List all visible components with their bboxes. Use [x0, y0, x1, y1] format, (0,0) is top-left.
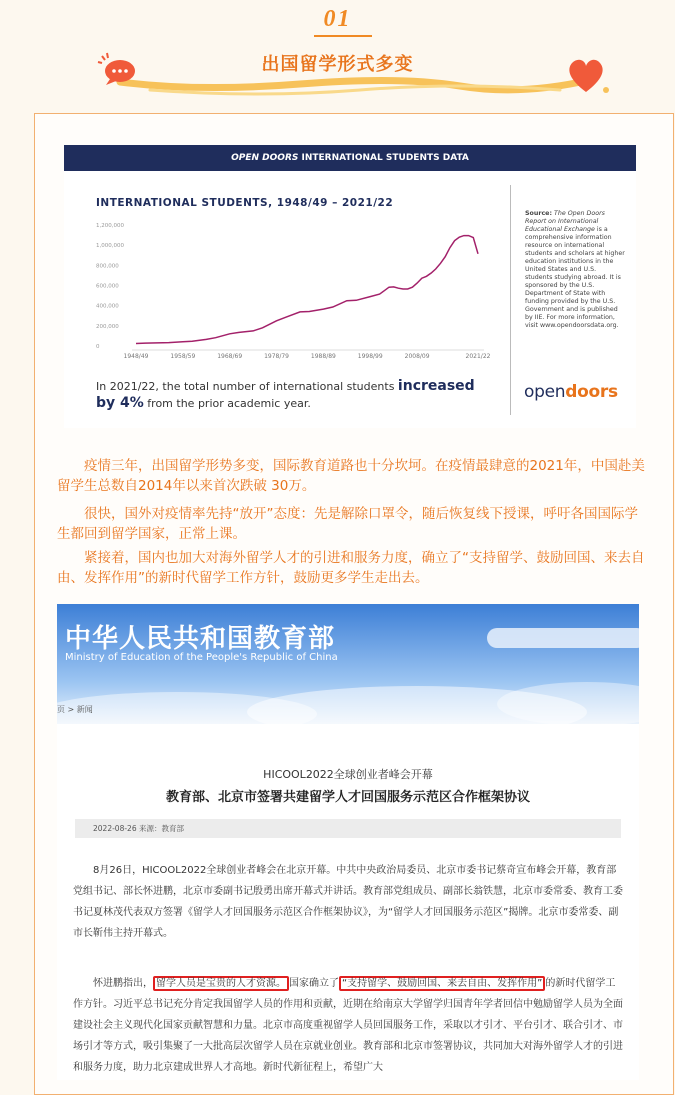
article-meta: 2022-08-26 来源：教育部: [75, 819, 621, 838]
number-underline: [314, 35, 372, 37]
statement-pre: In 2021/22, the total number of international students: [96, 380, 398, 393]
divider: [510, 185, 511, 415]
heart-icon: [566, 54, 614, 98]
opendoors-logo: [524, 382, 618, 402]
article-paragraph-1: 8月26日，HICOOL2022全球创业者峰会在北京开幕。中共中央政治局委员、北京市委书记蔡奇宣布峰会开幕，教育部党组书记、部长怀进鹏，北京市委副书记殷勇出席开幕式并讲话。教育部党组成员、副部长翁铁慧，北京市委常委、教育工委书记夏林茂代表双方签署《留学人才回国服务示范区合作框架协议》，为“留学人才回国服务示范区”揭牌。北京市委常委、副市长靳伟主持开幕式。: [73, 865, 623, 939]
p2-pre: 怀进鹏指出，: [93, 978, 153, 989]
y-tick-label: 200,000: [96, 323, 119, 330]
p2-mid: 国家确立了: [289, 978, 339, 989]
chart-statement: [96, 378, 496, 412]
logo-part-b: doors: [565, 382, 618, 402]
paragraph-3: 紧接着，国内也加大对海外留学人才的引进和服务力度，确立了“支持留学、鼓励回国、来去自由、发挥作用”的新时代留学工作方针，鼓励更多学生走出去。: [57, 550, 645, 586]
search-bar[interactable]: [487, 628, 639, 648]
x-tick-label: 1998/99: [357, 353, 383, 360]
section-number: 01: [323, 6, 352, 32]
section-title: 出国留学形式多变: [261, 54, 414, 75]
article-paragraph-2: [73, 973, 625, 1078]
y-tick-label: 0: [96, 344, 100, 350]
y-tick-label: 1,200,000: [96, 223, 124, 229]
y-tick-label: 1,000,000: [96, 243, 124, 250]
highlight-talent: 留学人员是宝贵的人才资源。: [153, 976, 289, 991]
section-header: [0, 0, 675, 110]
moe-title-en: Ministry of Education of the People's Republic of China: [65, 652, 338, 663]
x-tick-label: 1968/69: [217, 353, 243, 360]
paragraph-2: 很快，国外对疫情率先持“放开”态度：先是解除口罩令，随后恢复线下授课，呼吁各国国际学生都回到留学国家，正常上课。: [57, 506, 638, 542]
x-tick-label: 1978/79: [264, 353, 290, 360]
moe-news-screenshot: [57, 604, 639, 1080]
breadcrumb[interactable]: 页 > 新闻: [57, 705, 93, 714]
cloud-decoration: [57, 664, 639, 724]
statement-post: from the prior academic year.: [143, 397, 311, 410]
chart-title: INTERNATIONAL STUDENTS, 1948/49 – 2021/22: [96, 197, 394, 209]
y-tick-label: 800,000: [96, 263, 119, 270]
chat-bubble-icon: [96, 52, 138, 86]
open-doors-chart-card: [64, 145, 636, 428]
x-tick-label: 1948/49: [123, 353, 149, 360]
moe-title-cn: 中华人民共和国教育部: [65, 624, 336, 654]
moe-banner: [57, 604, 639, 724]
source-name: The Open Doors Report on International Educational Exchange: [525, 210, 605, 233]
highlight-policy: “支持留学、鼓励回国、来去自由、发挥作用”: [339, 976, 545, 991]
x-tick-label: 2021/22: [465, 353, 491, 360]
series-line: [136, 236, 478, 344]
article-headline: 教育部、北京市签署共建留学人才回国服务示范区合作框架协议: [165, 790, 530, 805]
article-subtitle: HICOOL2022全球创业者峰会开幕: [263, 768, 433, 781]
x-tick-label: 1988/89: [310, 353, 336, 360]
paragraph-1: 疫情三年，出国留学形势多变，国际教育道路也十分坎坷。在疫情最肆意的2021年，中国赴美留学生总数自2014年以来首次跌破 30万。: [57, 458, 645, 494]
y-tick-label: 600,000: [96, 283, 119, 290]
p2-post: 的新时代留学工作方针。习近平总书记充分肯定我国留学人员的作用和贡献，近期在给南京大学留学归国青年学者回信中勉励留学人员为全面建设社会主义现代化国家贡献智慧和力量。北京市高度重视留学人员回国服务工作，采取以才引才、平台引才、联合引才、市场引才等方式，吸引集聚了一大批高层次留学人员在京就业创业。教育部和北京市签署协议，共同加大对海外留学人才的引进和服务力度，助力北京建成世界人才高地。新时代新征程上，希望广大: [73, 978, 623, 1073]
source-label: Source:: [525, 210, 552, 217]
x-tick-label: 2008/09: [404, 353, 430, 360]
band-text: INTERNATIONAL STUDENTS DATA: [298, 153, 469, 163]
source-note: [525, 210, 625, 330]
logo-part-a: open: [524, 382, 566, 402]
source-text: is a comprehensive information resource on international students and scholars at higher education institutions in the United States and U.S. students studying abroad. It is sponsored by the U.S. Department of State with funding provided by the U.S. Government and is published by IIE. For more information, visit www.opendoorsdata.org.: [525, 226, 625, 329]
x-tick-label: 1958/59: [170, 353, 196, 360]
line-chart: [64, 145, 510, 375]
statement-bold: increased by 4%: [96, 378, 475, 411]
band-italic: OPEN DOORS: [231, 153, 299, 163]
y-tick-label: 400,000: [96, 303, 119, 310]
